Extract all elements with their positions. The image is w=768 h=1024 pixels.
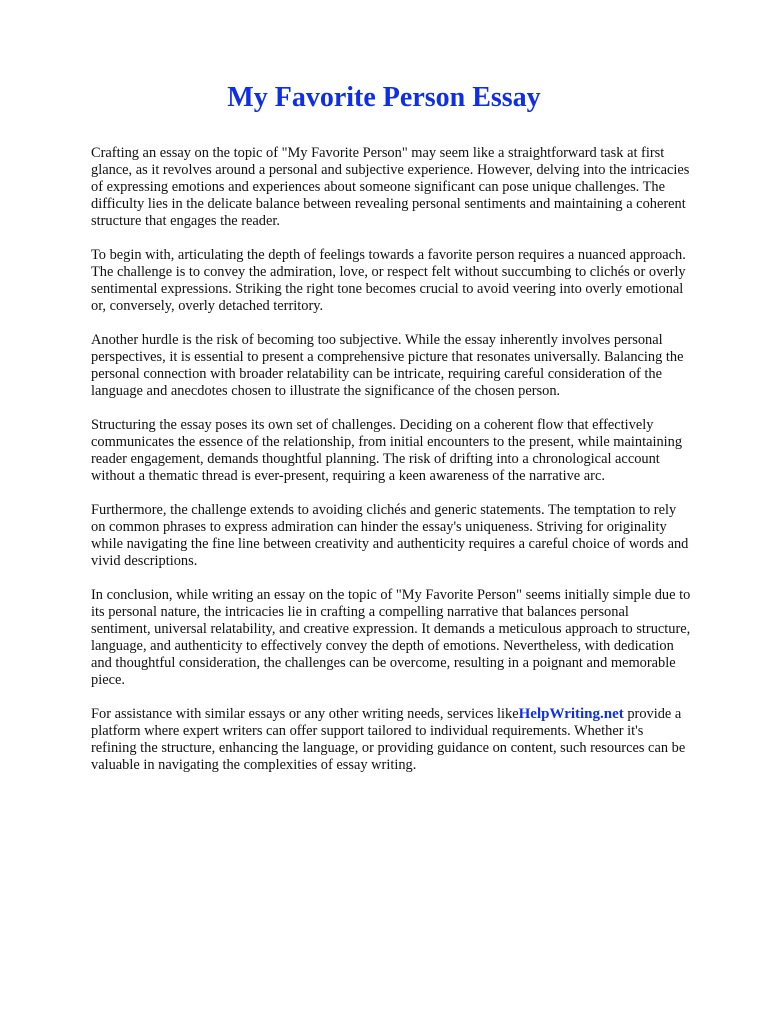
paragraph-5: Furthermore, the challenge extends to avoiding clichés and generic statements. The temptation to rely on common phrases to express admiration can hinder the essay's uniqueness. Striving for originality while navigating the fine line between creativity and authenticity requires a careful choice of words and vivid descriptions. [91,502,689,569]
paragraph-7-tail: provide a platform where expert writers can offer support tailored to individual requirements. Whether it's refining the structure, enhancing the language, or providing guidance on content, such resources can be valuable in navigating the complexities of essay writing. [91,706,686,773]
essay-body [91,145,691,791]
paragraph-7-lead: For assistance with similar essays or any other writing needs, services like [91,706,519,722]
helpwriting-link[interactable]: HelpWriting.net [518,706,624,722]
paragraph-1: Crafting an essay on the topic of "My Favorite Person" may seem like a straightforward task at first glance, as it revolves around a personal and subjective experience. However, delving into the intricacies of expressing emotions and experiences about someone significant can pose unique challenges. The difficulty lies in the delicate balance between revealing personal sentiments and maintaining a coherent structure that engages the reader. [91,145,690,229]
paragraph-4: Structuring the essay poses its own set of challenges. Deciding on a coherent flow that effectively communicates the essence of the relationship, from initial encounters to the present, while maintaining reader engagement, demands thoughtful planning. The risk of drifting into a chronological account without a thematic thread is ever-present, requiring a keen awareness of the narrative arc. [91,417,683,484]
paragraph-2: To begin with, articulating the depth of feelings towards a favorite person requires a nuanced approach. The challenge is to convey the admiration, love, or respect felt without succumbing to clichés or overly sentimental expressions. Striking the right tone becomes crucial to avoid veering into overly emotional or, conversely, overly detached territory. [91,247,686,314]
page-title: My Favorite Person Essay [227,82,541,113]
paragraph-7 [91,706,691,774]
paragraph-3: Another hurdle is the risk of becoming too subjective. While the essay inherently involves personal perspectives, it is essential to present a comprehensive picture that resonates universally. Balancing the personal connection with broader relatability can be intricate, requiring careful consideration of the language and anecdotes chosen to illustrate the significance of the chosen person. [91,332,684,399]
paragraph-6: In conclusion, while writing an essay on the topic of "My Favorite Person" seems initially simple due to its personal nature, the intricacies lie in crafting a compelling narrative that balances personal sentiment, universal relatability, and creative expression. It demands a meticulous approach to structure, language, and authenticity to effectively convey the depth of emotions. Nevertheless, with dedication and thoughtful consideration, the challenges can be overcome, resulting in a poignant and memorable piece. [91,587,691,688]
